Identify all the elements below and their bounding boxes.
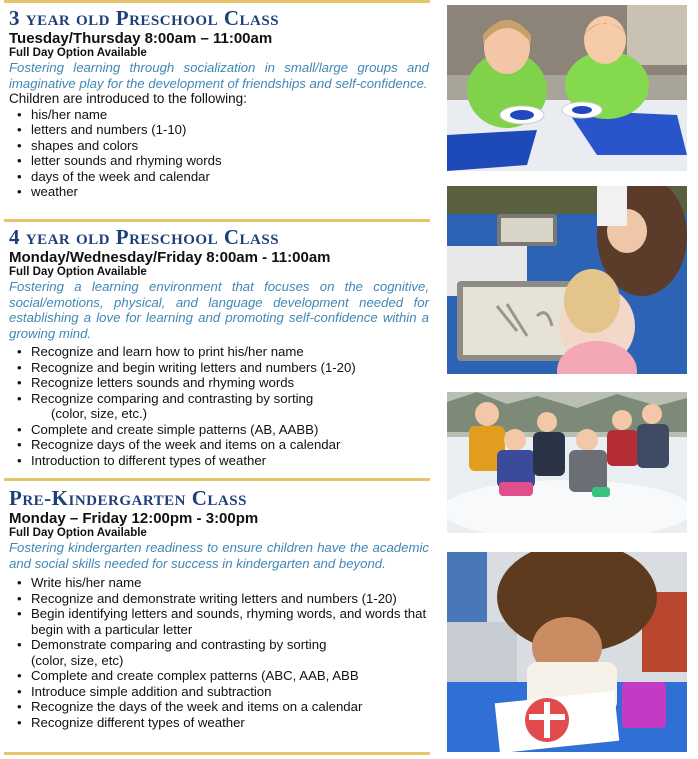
description: Fostering learning through socialization in small/large groups and imaginative play for the development of friendships and self-confidence. <box>9 60 429 91</box>
list-item: • weather <box>9 184 429 200</box>
list-item <box>9 391 429 422</box>
list-item: • Complete and create simple patterns (AB, AABB) <box>9 422 429 438</box>
full-day-option: Full Day Option Available <box>9 47 147 59</box>
list-item: • letter sounds and rhyming words <box>9 153 429 169</box>
list-item <box>9 637 429 668</box>
item-subtext: (color, size, etc) <box>31 652 124 668</box>
topic-list <box>9 575 429 730</box>
section-title: 3 year old Preschool Class <box>9 6 280 30</box>
description: Fostering a learning environment that focuses on the cognitive, social/emotions, physical, and language development needed for establishing a love for learning and promoting self-confidence within a growing mind. <box>9 279 429 341</box>
section-title: 4 year old Preschool Class <box>9 225 280 249</box>
section-3yr <box>9 6 429 200</box>
list-item: • shapes and colors <box>9 138 429 154</box>
item-subtext: (color, size, etc.) <box>51 406 148 422</box>
list-item: • Recognize days of the week and items on a calendar <box>9 437 429 453</box>
intro-text: Children are introduced to the following: <box>9 91 247 107</box>
full-day-option: Full Day Option Available <box>9 527 147 539</box>
photo-snow-group <box>447 392 687 533</box>
section-prek <box>9 486 429 730</box>
schedule: Monday/Wednesday/Friday 8:00am - 11:00am <box>9 249 331 266</box>
full-day-option: Full Day Option Available <box>9 266 147 278</box>
list-item: • days of the week and calendar <box>9 169 429 185</box>
list-item: • Introduce simple addition and subtraction <box>9 684 429 700</box>
list-item: • Write his/her name <box>9 575 429 591</box>
list-item: • Begin identifying letters and sounds, rhyming words, and words that begin with a particular letter <box>9 606 429 637</box>
list-item: • letters and numbers (1-10) <box>9 122 429 138</box>
list-item: • Recognize and learn how to print his/her name <box>9 344 429 360</box>
list-item: • Complete and create complex patterns (ABC, AAB, ABB <box>9 668 429 684</box>
photo-letter-activity <box>447 552 687 752</box>
section-divider <box>4 219 430 222</box>
bottom-divider <box>4 752 430 755</box>
description: Fostering kindergarten readiness to ensure children have the academic and social skills needed for success in kindergarten and beyond. <box>9 540 429 571</box>
list-item: • Recognize the days of the week and items on a calendar <box>9 699 429 715</box>
photo-painting <box>447 5 687 171</box>
topic-list <box>9 107 429 200</box>
list-item: • Recognize letters sounds and rhyming words <box>9 375 429 391</box>
item-text: Recognize comparing and contrasting by sorting <box>31 390 314 406</box>
list-item: • Recognize and begin writing letters and numbers (1-20) <box>9 360 429 376</box>
topic-list <box>9 344 429 468</box>
section-title: Pre-Kindergarten Class <box>9 486 247 510</box>
schedule: Tuesday/Thursday 8:00am – 11:00am <box>9 30 273 47</box>
section-4yr <box>9 225 429 468</box>
list-item: • his/her name <box>9 107 429 123</box>
top-divider <box>4 0 430 3</box>
schedule: Monday – Friday 12:00pm - 3:00pm <box>9 510 259 527</box>
list-item: • Recognize different types of weather <box>9 715 429 731</box>
list-item: • Introduction to different types of weather <box>9 453 429 469</box>
photo-sand-tray <box>447 186 687 374</box>
section-divider <box>4 478 430 481</box>
list-item: • Recognize and demonstrate writing letters and numbers (1-20) <box>9 591 429 607</box>
item-text: Demonstrate comparing and contrasting by sorting <box>31 637 327 653</box>
